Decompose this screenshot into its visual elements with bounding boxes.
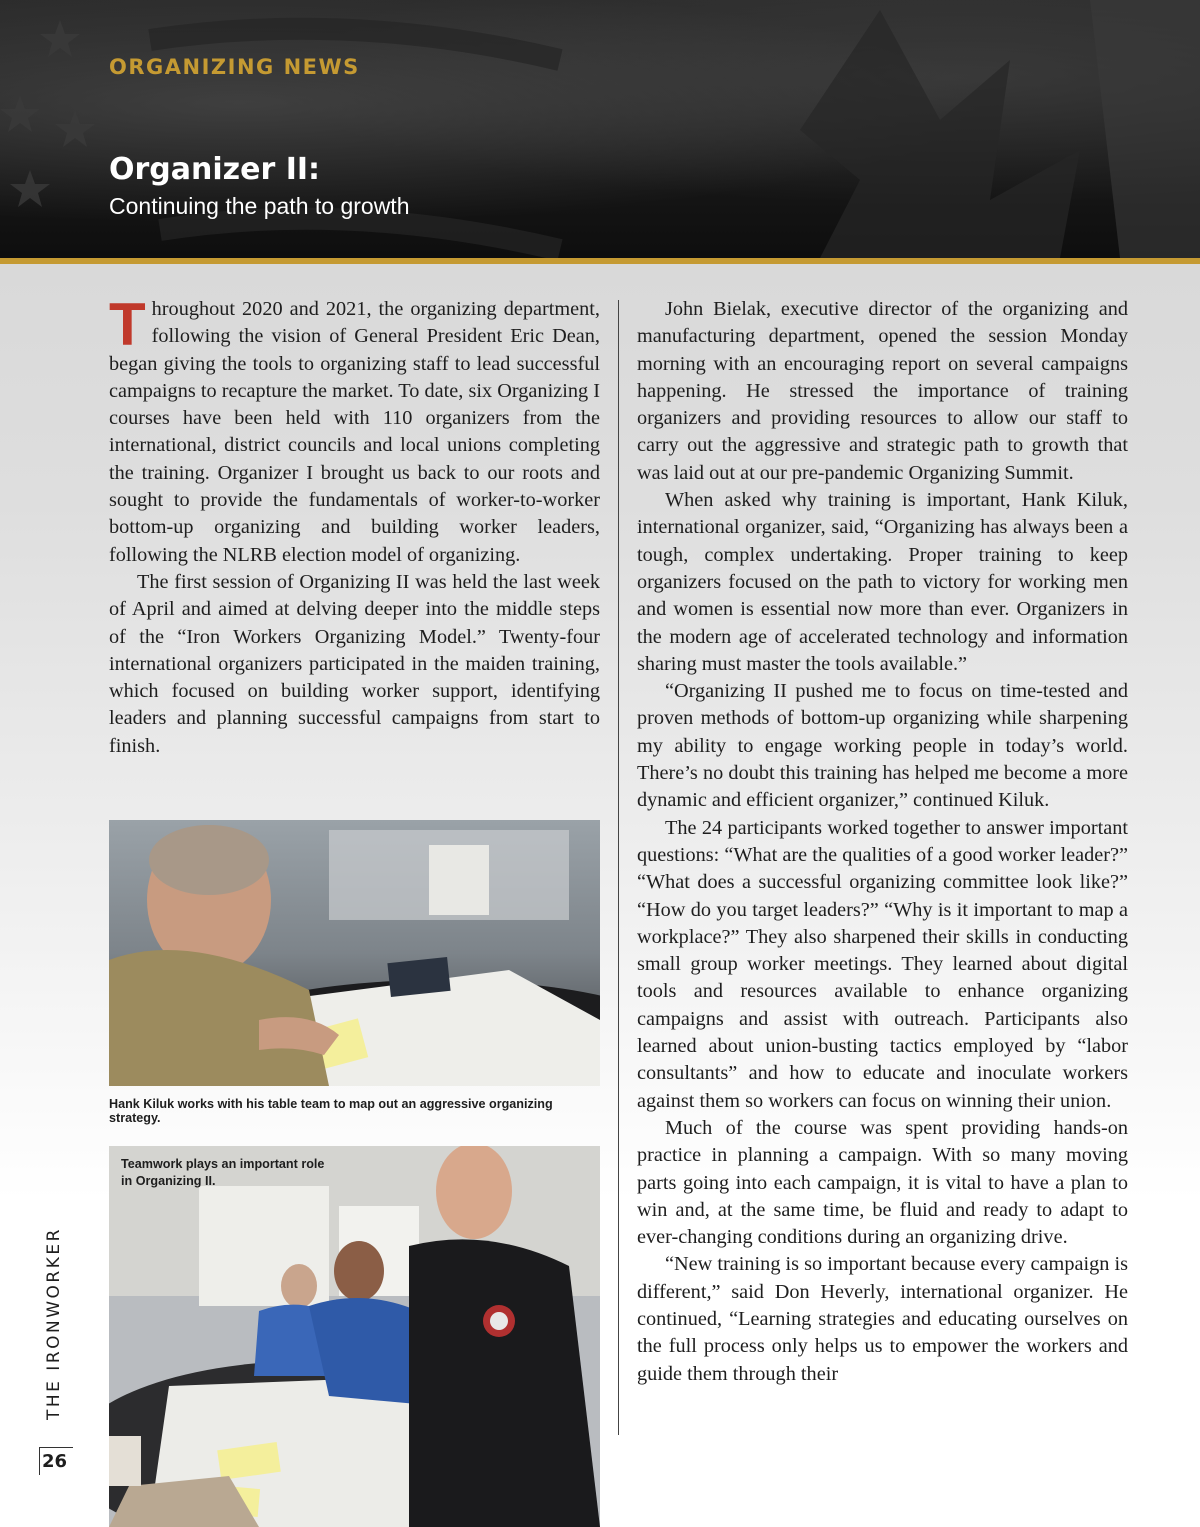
article-left-column [109, 291, 600, 760]
dropcap: T [109, 291, 146, 358]
header-banner [0, 0, 1200, 258]
article-title: Organizer II: [109, 152, 321, 187]
article-paragraph: “Organizing II pushed me to focus on time-tested and proven methods of bottom-up organizing while sharpening my ability to engage working people in today’s world. There’s no doubt this training has helped me become a more dynamic and efficient organizer,” continued Kiluk. [637, 680, 1128, 812]
photo-table-team [109, 820, 600, 1086]
photo1-caption: Hank Kiluk works with his table team to map out an aggressive organizing strategy. [109, 1097, 553, 1125]
footer-rule-vertical [39, 1447, 40, 1475]
publication-name: THE IRONWORKER [44, 1227, 64, 1420]
article-paragraph: Throughout 2020 and 2021, the organizing department, following the vision of General President Eric Dean, began giving the tools to organizing staff to lead successful campaigns to recapture the market. To date, six Organizing I courses have been held with 110 organizers from the international, district councils and local unions completing the training. Organizer I brought us back to our roots and sought to provide the fundamentals of worker-to-worker bottom-up organizing and building worker leaders, following the NLRB election model of organizing. [109, 291, 600, 566]
article-paragraph: The 24 participants worked together to answer important questions: “What are the qualities of a good worker leader?” “What does a successful organizing committee look like?” “How do you target leaders?” “Why is it important to map a workplace?” They also sharpened their skills in conducting small group worker meetings. They learned about digital tools and resources available to enhance organizing campaigns and assist with outreach. Participants also learned about union-busting tactics employed by “labor consultants” and how to educate and inoculate workers against them so workers can focus on winning their union. [637, 816, 1128, 1112]
photo2-caption: Teamwork plays an important role in Organizing II. [121, 1157, 325, 1188]
section-label: ORGANIZING NEWS [109, 55, 360, 79]
article-right-column [637, 296, 1128, 1388]
article-paragraph: When asked why training is important, Hank Kiluk, international organizer, said, “Organizing has always been a tough, complex undertaking. Proper training to keep organizers focused on the path to victory for working men and women is essential now more than ever. Organizers in the modern age of accelerated technology and information sharing must master the tools available.” [637, 489, 1128, 675]
page-number: 26 [42, 1451, 68, 1472]
article-paragraph: “New training is so important because every campaign is different,” said Don Heverly, international organizer. He continued, “Learning strategies and educating ourselves on the full process only helps us to empower the workers and guide them through their [637, 1253, 1128, 1385]
article-paragraph: Much of the course was spent providing hands-on practice in planning a campaign. With so many moving parts going into each campaign, it is vital to have a plan to win and, at the same time, be fluid and ready to adapt to ever-changing conditions during an organizing drive. [637, 1116, 1128, 1249]
footer-rule [39, 1447, 73, 1448]
column-divider [618, 300, 619, 1435]
photo-teamwork [109, 1146, 600, 1527]
gold-divider-rule [0, 258, 1200, 264]
article-paragraph: The first session of Organizing II was held the last week of April and aimed at delving deeper into the middle steps of the “Iron Workers Organizing Model.” Twenty-four international organizers participated in the maiden training, which focused on building worker support, identifying leaders and planning successful campaigns from start to finish. [109, 570, 600, 757]
article-subtitle: Continuing the path to growth [109, 193, 410, 219]
article-paragraph: John Bielak, executive director of the organizing and manufacturing department, opened the session Monday morning with an encouraging report on several campaigns happening. He stressed the importance of training organizers and providing resources to allow our staff to carry out the aggressive and strategic path to growth that was laid out at our pre-pandemic Organizing Summit. [637, 298, 1128, 484]
